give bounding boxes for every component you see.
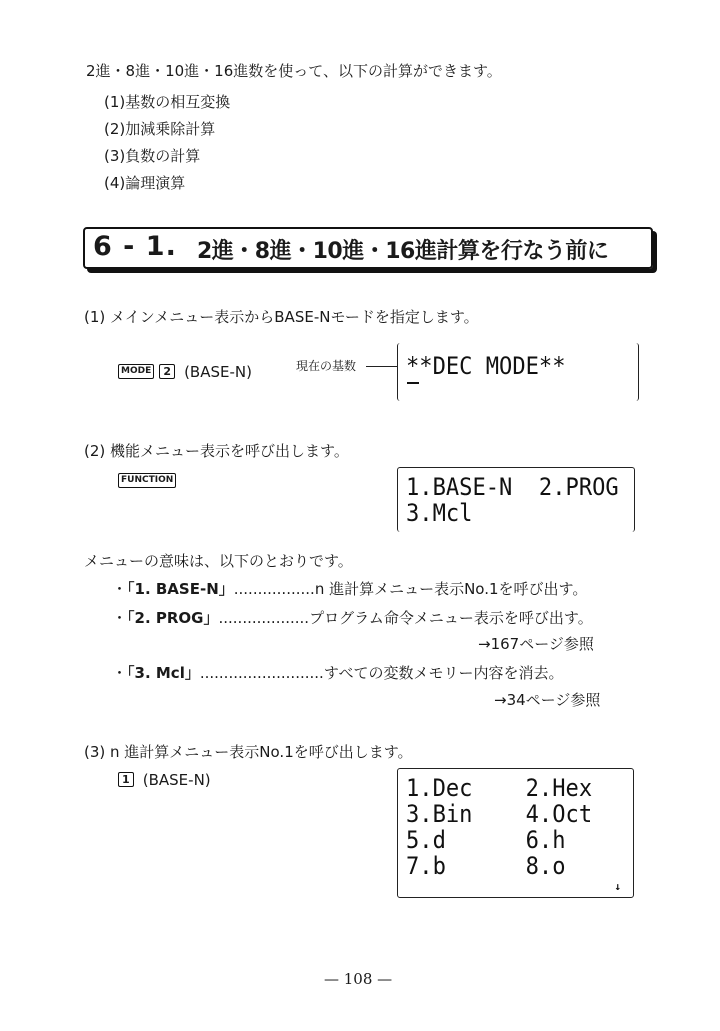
current-base-caption: 現在の基数	[296, 359, 357, 373]
lcd-line: 1.Dec 2.Hex	[406, 774, 593, 802]
step3-keys	[118, 769, 211, 789]
section-heading	[83, 227, 653, 269]
lcd-cursor	[407, 382, 419, 384]
lcd-line: 5.d 6.h	[406, 826, 566, 854]
lcd-line: 1.BASE-N 2.PROG	[406, 473, 619, 501]
feature-item: (4)論理演算	[104, 174, 186, 192]
lcd-line: 3.Mcl	[406, 499, 473, 527]
page-reference: →167ページ参照	[478, 635, 594, 653]
menu-item-row: ・「3. Mcl」..........................すべての変数メモリー内容を消去。	[112, 664, 564, 682]
page-number: — 108 —	[324, 970, 393, 988]
lcd-display-base-n-menu	[397, 768, 634, 898]
leader-dots: .................	[233, 580, 315, 598]
lcd-line: **DEC MODE**	[406, 352, 566, 380]
lcd-line: 3.Bin 4.Oct	[406, 800, 593, 828]
feature-item: (3)負数の計算	[104, 147, 201, 165]
lcd-display-mode	[397, 343, 639, 401]
menu-item-label: 「2. PROG」	[127, 609, 219, 627]
menu-item-desc: すべての変数メモリー内容を消去。	[323, 664, 564, 682]
menu-item-desc: n 進計算メニュー表示No.1を呼び出す。	[314, 580, 588, 598]
step1-text: (1) メインメニュー表示からBASE-Nモードを指定します。	[84, 308, 479, 326]
feature-item: (2)加減乗除計算	[104, 120, 216, 138]
key-2: 2	[159, 364, 175, 379]
intro-text: 2進・8進・10進・16進数を使って、以下の計算ができます。	[86, 62, 502, 80]
step2-text: (2) 機能メニュー表示を呼び出します。	[84, 442, 349, 460]
feature-item: (1)基数の相互変換	[104, 93, 231, 111]
lcd-line: 7.b 8.o	[406, 852, 566, 880]
leader-dots: ..........................	[199, 664, 324, 682]
section-number: 6 - 1.	[93, 231, 177, 262]
menu-item-label: 「1. BASE-N」	[127, 580, 234, 598]
page-reference: →34ページ参照	[494, 691, 601, 709]
step1-keys	[118, 361, 252, 381]
menu-item-row: ・「1. BASE-N」.................n 進計算メニュー表示No.1を呼び出す。	[112, 580, 588, 598]
key-label: (BASE-N)	[142, 770, 211, 789]
function-key: FUNCTION	[118, 473, 176, 488]
lcd-display-function-menu	[397, 467, 635, 532]
key-1: 1	[118, 772, 134, 787]
mode-key: MODE	[118, 364, 154, 379]
step2-keys	[118, 470, 176, 489]
step3-text: (3) n 進計算メニュー表示No.1を呼び出します。	[84, 743, 413, 761]
menu-item-desc: プログラム命令メニュー表示を呼び出す。	[309, 609, 593, 627]
menu-meaning-text: メニューの意味は、以下のとおりです。	[84, 552, 353, 570]
leader-dots: ...................	[218, 609, 310, 627]
key-label: (BASE-N)	[184, 362, 252, 381]
section-title: 2進・8進・10進・16進計算を行なう前に	[197, 239, 609, 264]
menu-item-row: ・「2. PROG」...................プログラム命令メニュー表示を呼び出す。	[112, 609, 593, 627]
scroll-down-icon: ↓	[614, 880, 621, 893]
caption-leader-line	[366, 366, 398, 367]
menu-item-label: 「3. Mcl」	[127, 664, 200, 682]
